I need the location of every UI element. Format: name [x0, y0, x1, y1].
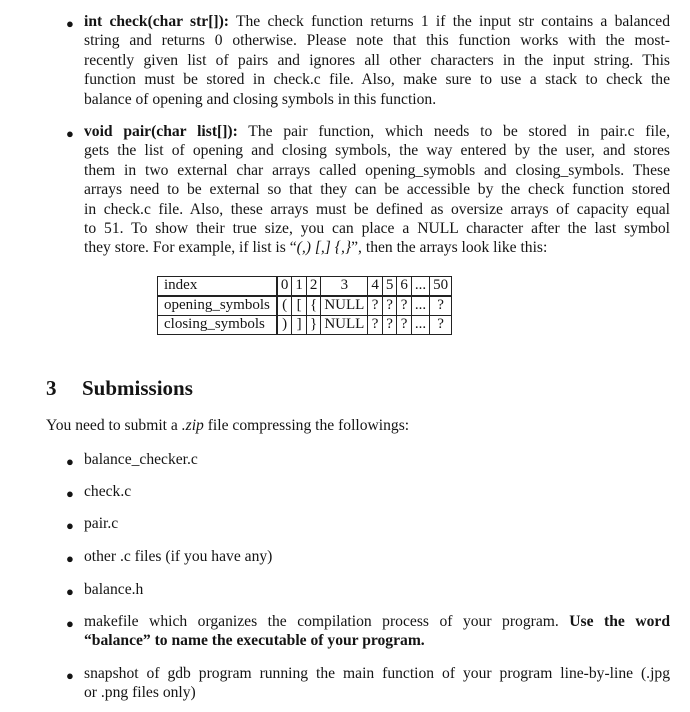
table-header-cell: 1	[292, 277, 307, 297]
table-cell: opening_symbols	[158, 296, 277, 316]
table-header-cell: 4	[368, 277, 383, 297]
table-cell: ?	[397, 296, 412, 316]
bullet-icon: ●	[66, 126, 74, 141]
bullet-icon: ●	[66, 16, 74, 31]
desc-line: The check function returns 1 if the input str contains a balanced	[235, 13, 670, 30]
list-item: pair.c	[84, 515, 119, 532]
table-cell: ]	[292, 316, 307, 335]
table-cell: ?	[368, 316, 383, 335]
makefile-emphasis: Use the word	[569, 613, 670, 630]
desc-line: in check.c file. Also, these arrays must be defined as oversize arrays of capacity equal	[84, 200, 670, 218]
list-item-snapshot	[84, 664, 670, 703]
intro-text: You need to submit a	[46, 417, 182, 434]
list-item: balance.h	[84, 581, 144, 598]
pair-function-description	[84, 122, 670, 258]
makefile-emphasis: “balance” to name the executable of your program.	[84, 632, 425, 650]
table-cell: ?	[368, 296, 383, 316]
list-item: check.c	[84, 483, 132, 500]
table-cell: [	[292, 296, 307, 316]
section-intro	[46, 417, 409, 435]
bullet-icon: ●	[66, 551, 74, 566]
desc-line: function must be stored in check.c file. Also, make sure to use a stack to check the	[84, 71, 670, 89]
bullet-icon: ●	[66, 616, 74, 631]
table-row	[158, 296, 452, 316]
list-item-makefile	[84, 612, 670, 651]
table-header-row	[158, 277, 452, 297]
list-item: other .c files (if you have any)	[84, 548, 273, 565]
desc-line: balance of opening and closing symbols in this function.	[84, 90, 437, 108]
intro-extension: .zip	[181, 417, 204, 434]
table-header-cell: 2	[306, 277, 321, 297]
desc-line: them in two external char arrays called opening_symobls and closing_symbols. These	[84, 161, 670, 179]
table-cell: )	[277, 316, 292, 335]
example-list: (,) [,] {,}	[296, 239, 352, 257]
table-header-cell: 50	[430, 277, 452, 297]
table-header-cell: 3	[321, 277, 368, 297]
table-header-cell: 0	[277, 277, 292, 297]
symbol-arrays-table	[157, 276, 452, 335]
pair-signature: void pair(char list[]):	[84, 123, 238, 140]
table-header-cell: index	[158, 277, 277, 297]
table-header-cell: 6	[397, 277, 412, 297]
table-cell: ?	[430, 316, 452, 335]
bullet-icon: ●	[66, 584, 74, 599]
table-row	[158, 316, 452, 335]
snapshot-text: snapshot of gdb program running the main function of your program line-by-line (.jpg	[84, 665, 670, 682]
table-cell: closing_symbols	[158, 316, 277, 335]
makefile-text: makefile which organizes the compilation process of your program.	[84, 613, 559, 630]
desc-line: arrays need to be external so that they can be accessible by the check function stored	[84, 181, 670, 199]
table-cell: ?	[382, 296, 397, 316]
table-cell: ?	[382, 316, 397, 335]
table-cell: }	[306, 316, 321, 335]
desc-line: string and returns 0 otherwise. Please note that this function works with the most-	[84, 32, 670, 50]
bullet-icon: ●	[66, 454, 74, 469]
intro-text: file compressing the followings:	[203, 417, 410, 434]
table-cell: ?	[397, 316, 412, 335]
table-cell: (	[277, 296, 292, 316]
desc-line: recently given list of pairs and ignores all other characters in the input string. This	[84, 51, 670, 69]
desc-line: The pair function, which needs to be stored in pair.c file,	[248, 123, 670, 140]
snapshot-text: or .png files only)	[84, 684, 196, 702]
bullet-icon: ●	[66, 518, 74, 533]
list-item: balance_checker.c	[84, 451, 198, 468]
check-function-description	[84, 12, 670, 109]
table-cell: ...	[411, 316, 429, 335]
table-cell: ?	[430, 296, 452, 316]
desc-line: to 51. To show their true size, you can place a NULL character after the last symbol	[84, 220, 670, 238]
table-cell: NULL	[321, 296, 368, 316]
desc-line: they store. For example, if list is “	[84, 239, 297, 257]
table-cell: {	[306, 296, 321, 316]
table-header-cell: 5	[382, 277, 397, 297]
table-cell: NULL	[321, 316, 368, 335]
section-title: Submissions	[82, 376, 193, 400]
table-header-cell: ...	[411, 277, 429, 297]
table-cell: ...	[411, 296, 429, 316]
section-number: 3	[46, 376, 57, 400]
desc-line: ”, then the arrays look like this:	[351, 239, 548, 257]
bullet-icon: ●	[66, 486, 74, 501]
bullet-icon: ●	[66, 668, 74, 683]
desc-line: gets the list of opening and closing symbols, the way entered by the user, and stores	[84, 142, 670, 160]
check-signature: int check(char str[]):	[84, 13, 229, 30]
